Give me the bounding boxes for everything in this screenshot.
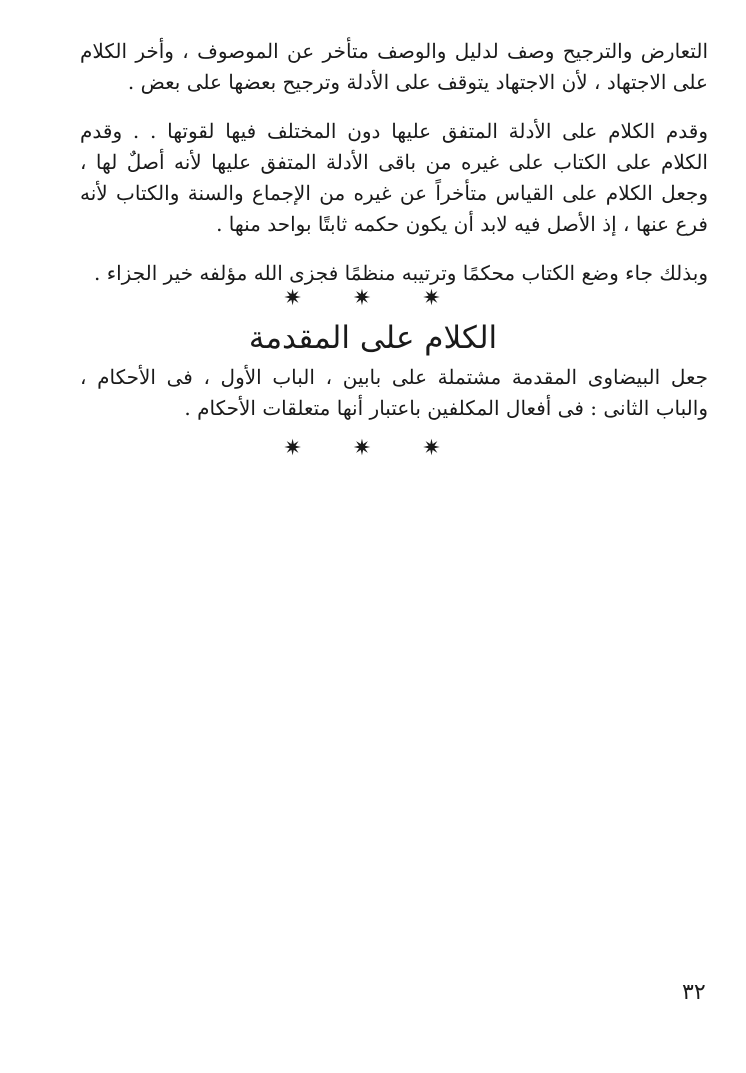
paragraph-4: جعل البيضاوى المقدمة مشتملة على بابين ، الباب الأول ، فى الأحكام ، والباب الثانى : فى أفعال المكلفين باعتبار أنها متعلقات الأحكام . xyxy=(80,365,708,420)
page-number: ٣٢ xyxy=(682,980,706,1005)
star-separator-bottom: ✷ ✷ ✷ xyxy=(283,436,463,461)
paragraph-2: وقدم الكلام على الأدلة المتفق عليها دون المختلف فيها لقوتها . . وقدم الكلام على الكتاب على غيره من باقى الأدلة المتفق عليها لأنه أصلٌ لها ، وجعل الكلام على القياس متأخراً عن غيره من الإجماع والسنة والكتاب لأنه فرع عنها ، إذ الأصل فيه لابد أن يكون حكمه ثابتًا بواحد منها . xyxy=(80,119,708,236)
star-separator-top: ✷ ✷ ✷ xyxy=(283,286,463,311)
paragraph-1: التعارض والترجيح وصف لدليل والوصف متأخر عن الموصوف ، وأخر الكلام على الاجتهاد ، لأن الاجتهاد يتوقف على الأدلة وترجيح بعضها على بعض . xyxy=(80,39,708,94)
section-heading: الكلام على المقدمة xyxy=(248,320,498,356)
paragraph-3: وبذلك جاء وضع الكتاب محكمًا وترتيبه منظمًا فجزى الله مؤلفه خير الجزاء . xyxy=(94,261,708,285)
